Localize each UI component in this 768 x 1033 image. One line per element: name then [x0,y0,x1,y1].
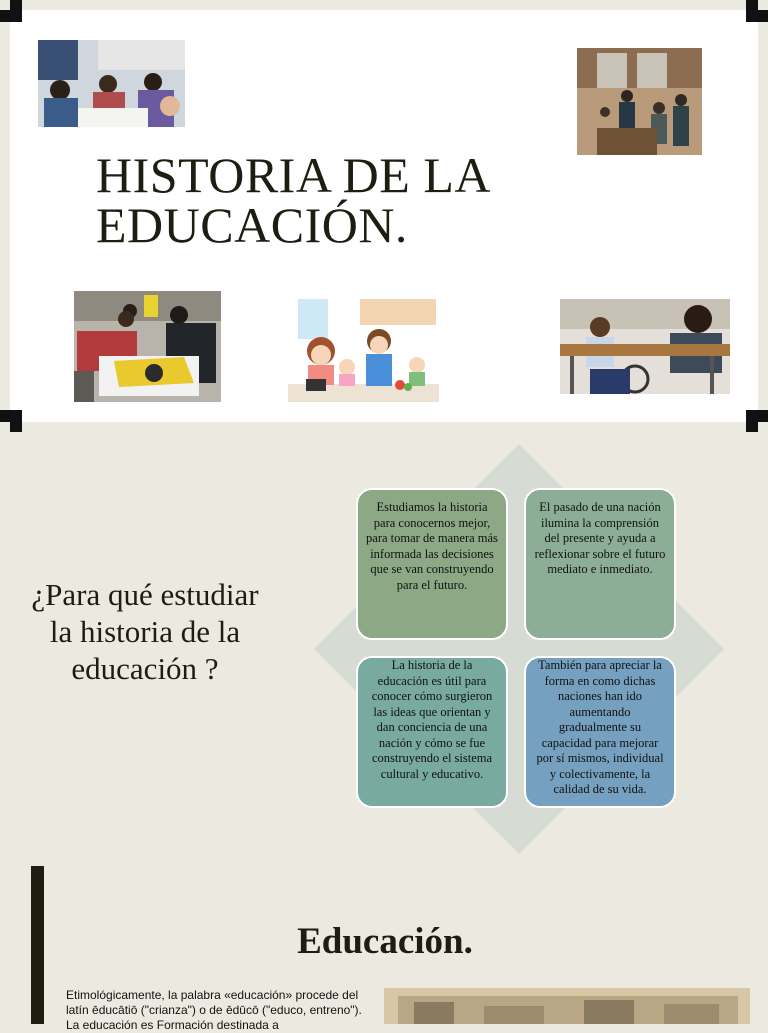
reason-box-1: Estudiamos la historia para conocernos mejor, para tomar de manera más informada las decisiones que se van construyendo para el futuro. [356,488,508,640]
reason-box-3: La historia de la educación es útil para conocer cómo surgieron las ideas que orientan y dan conciencia de una nación y cómo se fue construyendo el sistema cultural y educativo. [356,656,508,808]
reason-box-4: También para apreciar la forma en como dichas naciones han ido aumentando gradualmente su capacidad para mejorar por sí mismos, individual y colectivamente, la calidad de su vida. [524,656,676,808]
corner-mask-br [758,422,768,432]
corner-mask-tr [758,0,768,10]
vintage-classroom-illustration [577,48,702,155]
question-heading: ¿Para qué estudiar la historia de la educación ? [31,577,259,686]
accent-bar [31,866,44,1024]
education-heading: Educación. [297,921,473,962]
title-line-2: EDUCACIÓN. [96,197,408,253]
classroom-students-photo [38,40,185,127]
historical-engraving-image [384,988,750,1024]
main-title [96,147,491,253]
family-cooking-illustration [288,299,439,402]
etymology-text: Etimológicamente, la palabra «educación» procede del latín ēducātiō ("crianza") o de ēdūcō ("educo, entreno"). La educación es Formación destinada a [66,988,362,1032]
reason-box-2: El pasado de una nación ilumina la comprensión del presente y ayuda a reflexionar sobre el futuro mediato e inmediato. [524,488,676,640]
title-line-1: HISTORIA DE LA [96,147,491,203]
title-slide [10,10,758,422]
community-painting-photo [74,291,221,402]
corner-mask-tl [0,0,10,10]
students-studying-photo [560,299,730,394]
corner-mask-bl [0,422,10,432]
